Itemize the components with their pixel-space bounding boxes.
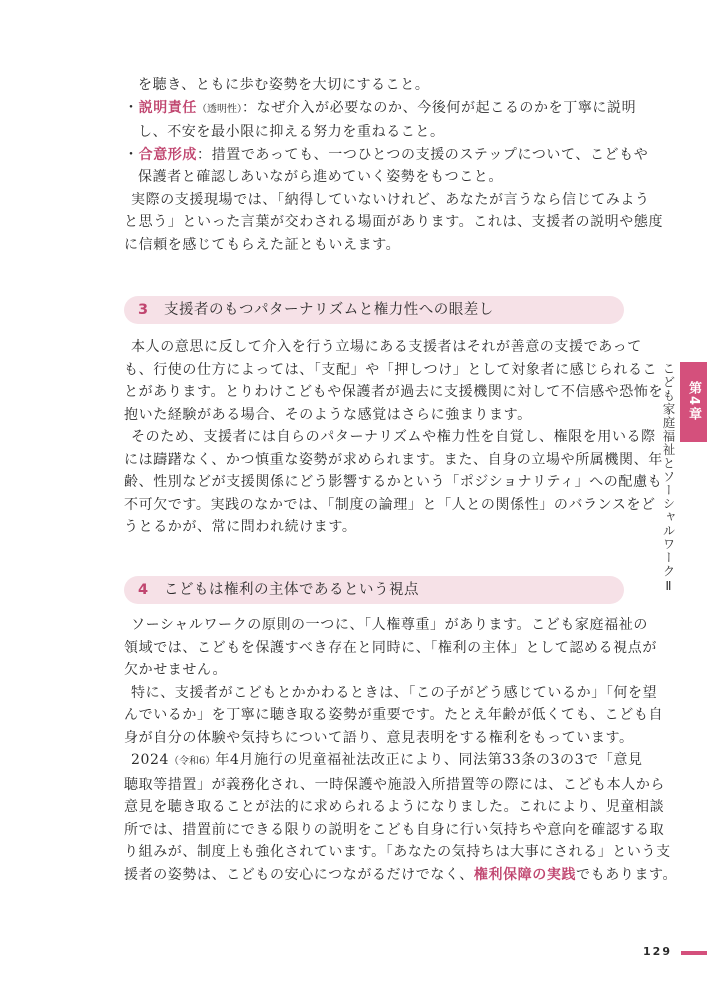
term-consensus: 合意形成 [138,146,198,163]
text-line: 欠かせません。 [124,662,228,678]
page-number: 129 [643,945,672,958]
section-number: 3 [138,302,149,318]
bullet-item-accountability [124,97,637,122]
bullet-dot: ・ [124,146,139,163]
era-note: （令和6） [169,756,216,767]
term-accountability: 説明責任 [138,99,198,116]
text-line: 実際の支援現場では、「納得していないけれど、あなたが言うなら信じてみよう [131,191,650,208]
text-line: には躊躇なく、かつ慎重な姿勢が求められます。また、自身の立場や所属機関、年 [124,451,663,468]
section-3-body [124,336,664,539]
section-4-body [124,614,678,886]
section-title: こどもは権利の主体であるという視点 [164,582,419,598]
text-line: 抱いた経験がある場合、そのような感覚はさらに強まります。 [124,406,532,423]
section-heading-4 [124,576,624,604]
term-note: （透明性） [197,103,243,115]
text-line: ：なぜ介入が必要なのか、今後何が起こるのかを丁寧に説明 [242,99,637,116]
text-line: とがあります。とりわけこどもや保護者が過去に支援機関に対して不信感や恐怖を [124,384,664,400]
text-line: そのため、支援者には自らのパターナリズムや権力性を自覚し、権限を用いる際 [131,429,656,445]
bullet-dot: ・ [124,99,139,116]
text-line: 特に、支援者がこどもとかかわるときは、「この子がどう感じているか」「何を望 [131,684,658,701]
text-segment: でもあります。 [576,866,678,883]
text-line-rest: 年4月施行の児童福祉法改正により、同法第33条の3の3で「意見 [215,752,643,768]
intro-block [124,74,664,256]
text-line [124,864,678,887]
chapter-tab: 第4章 [680,362,707,442]
text-line: 齢、性別などが支援関係にどう影響するかという「ポジショナリティ」への配慮も [124,474,663,490]
text-line: ：措置であっても、一つひとつの支援のステップについて、こどもや [197,146,649,163]
section-title: 支援者のもつパターナリズムと権力性への眼差し [164,302,494,318]
text-line: も、行使の仕方によっては、「支配」や「押しつけ」として対象者に感じられるこ [124,361,658,378]
text-line: 本人の意思に反して介入を行う立場にある支援者はそれが善意の支援であって [131,339,642,355]
text-line: し、不安を最小限に抑える努力を重ねること。 [138,124,445,140]
text-line: と思う」といった言葉が交わされる場面があります。これは、支援者の説明や態度 [124,214,664,230]
text-line: 身が自分の体験や気持ちについて語り、意見表明をする権利をもっています。 [124,729,634,746]
text-line: に信頼を感じてもらえた証ともいえます。 [124,236,401,253]
text-line: ソーシャルワークの原則の一つに、「人権尊重」があります。こども家庭福祉の [131,617,648,633]
text-line: り組みが、制度上も強化されています。「あなたの気持ちは大事にされる」という支 [124,844,671,860]
emphasis-rights-practice: 権利保障の実践 [473,866,577,883]
section-number: 4 [138,582,149,598]
text-line: 領域では、こどもを保護すべき存在と同時に、「権利の主体」として認める視点が [124,639,657,656]
text-line: んでいるか」を丁寧に聴き取る姿勢が重要です。たとえ年齢が低くても、こども自 [124,707,664,723]
text-line: 聴取等措置」が義務化され、一時保護や施設入所措置等の際には、こども本人から [124,776,666,793]
text-line [124,749,643,774]
year: 2024 [131,752,170,768]
text-line: を聴き、ともに歩む姿勢を大切にすること。 [138,77,430,93]
text-line: 所では、措置前にできる限りの説明をこども自身に行い気持ちや意向を確認する取 [124,821,665,838]
page-number-bar [681,951,707,955]
section-heading-3 [124,296,624,324]
text-line: うとるかが、常に問われ続けます。 [124,519,357,535]
chapter-title: こども家庭福祉とソーシャルワークⅡ [661,362,676,594]
text-line: 保護者と確認しあいながら進めていく姿勢をもつこと。 [138,169,503,185]
text-line: 意見を聴き取ることが法的に求められるようになりました。これにより、児童相談 [124,799,665,815]
bullet-item-consensus [124,144,649,167]
text-line: 不可欠です。実践のなかでは、「制度の論理」と「人との関係性」のバランスをど [124,496,656,513]
text-segment: 援者の姿勢は、こどもの安心につながるだけでなく、 [124,866,474,883]
